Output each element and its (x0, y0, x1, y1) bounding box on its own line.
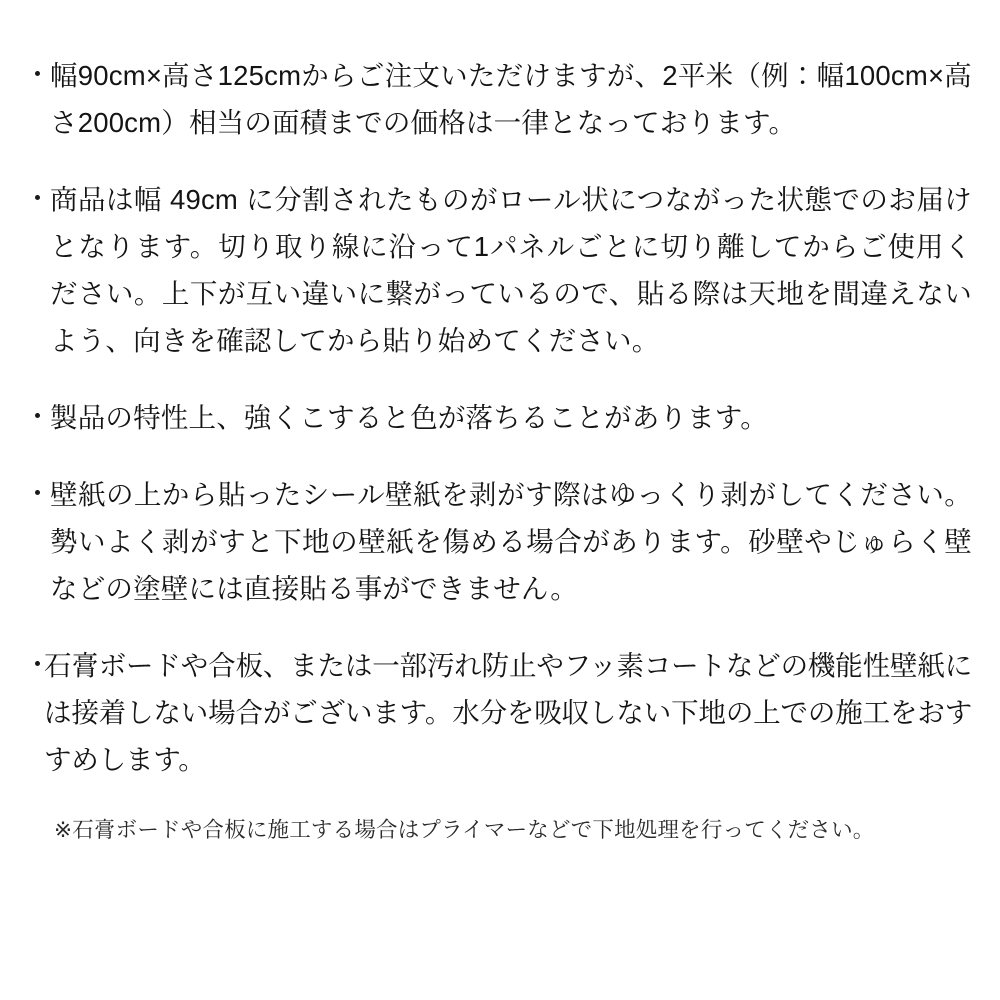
note-text: 幅90cm×高さ125cmからご注文いただけますが、2平米（例：幅100cm×高さ200cm）相当の面積までの価格は一律となっております。 (50, 60, 972, 138)
bullet-icon: ・ (24, 479, 51, 509)
footnote-text: ※石膏ボードや合板に施工する場合はプライマーなどで下地処理を行ってください。 (54, 818, 875, 842)
list-item (24, 52, 972, 146)
bullet-icon: ・ (24, 650, 51, 680)
bullet-icon: ・ (24, 184, 51, 214)
list-item (24, 471, 972, 612)
list-item (24, 394, 972, 441)
bullet-icon: ・ (24, 60, 51, 90)
note-text: 商品は幅 49cm に分割されたものがロール状につながった状態でのお届けとなります。切り取り線に沿って1パネルごとに切り離してからご使用ください。上下が互い違いに繋がっているので、貼る際は天地を間違えないよう、向きを確認してから貼り始めてください。 (50, 184, 972, 356)
list-item (24, 642, 972, 783)
note-text: 製品の特性上、強くこすると色が落ちることがあります。 (50, 402, 768, 433)
note-text: 石膏ボードや合板、または一部汚れ防止やフッ素コートなどの機能性壁紙には接着しない場合がございます。水分を吸収しない下地の上での施工をおすすめします。 (44, 650, 972, 775)
bullet-icon: ・ (24, 402, 51, 432)
list-item (24, 176, 972, 364)
notes-list (24, 52, 972, 783)
note-text: 壁紙の上から貼ったシール壁紙を剥がす際はゆっくり剥がしてください。勢いよく剥がすと下地の壁紙を傷める場合があります。砂壁やじゅらく壁などの塗壁には直接貼る事ができません。 (50, 479, 972, 604)
